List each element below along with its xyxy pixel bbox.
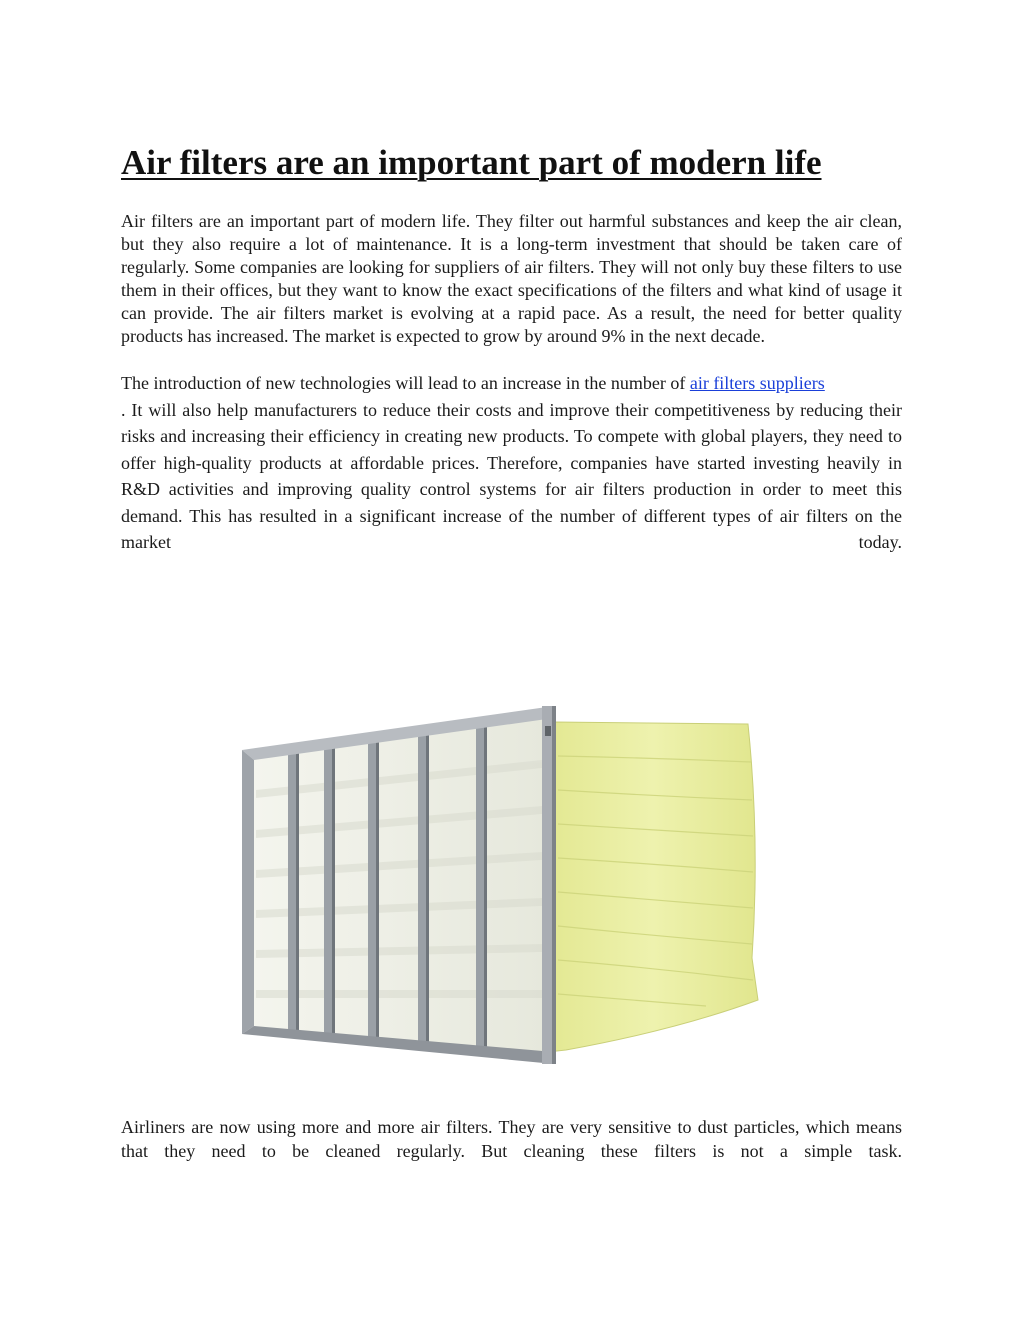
technology-paragraph-rest: . It will also help manufacturers to reduce their costs and improve their competitiveness by reducing their risks and increasing their efficiency in creating new products. To compete with global players, they need to offer high-quality products at affordable prices. Therefore, companies have started investing heavily in R&D activities and improving quality control systems for air filters production in order to meet this demand. This has resulted in a significant increase of the number of different types of air filters on the market today.	[121, 399, 902, 552]
intro-paragraph: Air filters are an important part of modern life. They filter out harmful substances and keep the air clean, but they also require a lot of maintenance. It is a long-term investment that should be taken care of regularly. Some companies are looking for suppliers of air filters. They will not only buy these filters to use them in their offices, but they want to know the exact specifications of the filters and what kind of usage it can provide. The air filters market is evolving at a rapid pace. As a result, the need for better quality products has increased. The market is expected to grow by around 9% in the next decade.	[121, 211, 902, 346]
airliners-paragraph: Airliners are now using more and more air filters. They are very sensitive to dust particles, which means that they need to be cleaned regularly. But cleaning these filters is not a simple task.	[121, 1117, 902, 1161]
technology-paragraph-lead-text: The introduction of new technologies will lead to an increase in the number of	[121, 373, 690, 393]
air-filter-image	[236, 700, 766, 1070]
document-body	[121, 140, 902, 556]
filter-bag-side	[548, 722, 758, 1052]
page-title: Air filters are an important part of modern life	[121, 143, 822, 182]
technology-paragraph	[121, 370, 902, 556]
technology-paragraph-lead	[121, 370, 902, 397]
air-filters-suppliers-link[interactable]: air filters suppliers	[689, 373, 825, 393]
